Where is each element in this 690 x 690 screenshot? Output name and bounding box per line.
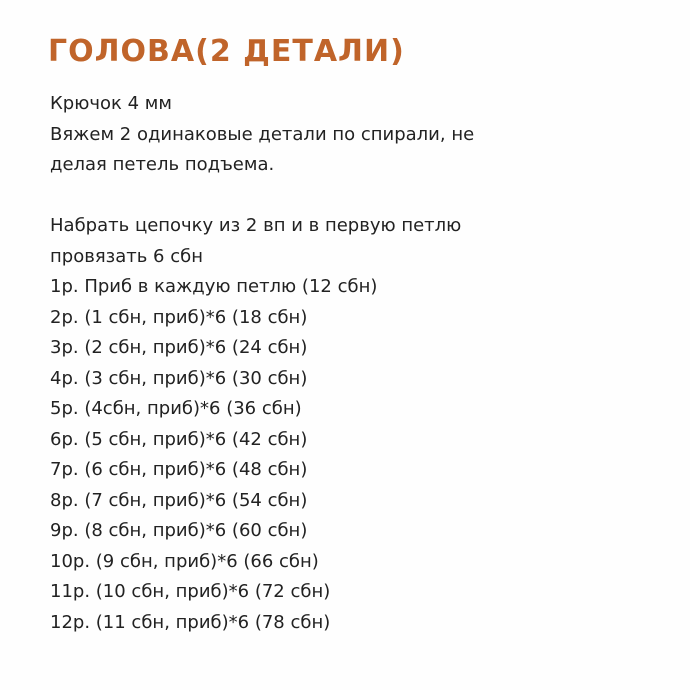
row-line: 6р. (5 сбн, приб)*6 (42 сбн) [50,428,308,450]
row-line: 10р. (9 сбн, приб)*6 (66 сбн) [50,550,319,572]
row-line: 7р. (6 сбн, приб)*6 (48 сбн) [50,459,308,480]
instruction-line: Набрать цепочку из 2 вп и в первую петлю [50,215,462,236]
row-line: 3р. (2 сбн, приб)*6 (24 сбн) [50,337,308,358]
intro-line: Вяжем 2 одинаковые детали по спирали, не [50,123,475,145]
row-line: 11р. (10 сбн, приб)*6 (72 сбн) [50,581,331,602]
page-title: ГОЛОВА(2 ДЕТАЛИ) [48,34,405,69]
row-line: 1р. Приб в каждую петлю (12 сбн) [50,276,378,297]
row-line: 8р. (7 сбн, приб)*6 (54 сбн) [50,489,308,511]
row-line: 12р. (11 сбн, приб)*6 (78 сбн) [50,611,331,633]
instruction-line: провязать 6 сбн [50,245,203,267]
pattern-body [50,89,670,638]
intro-line: делая петель подъема. [50,154,275,175]
row-line: 2р. (1 сбн, приб)*6 (18 сбн) [50,306,308,328]
paragraph-spacer [50,181,670,212]
row-line: 9р. (8 сбн, приб)*6 (60 сбн) [50,520,308,541]
row-line: 4р. (3 сбн, приб)*6 (30 сбн) [50,367,308,389]
row-line: 5р. (4сбн, приб)*6 (36 сбн) [50,398,302,419]
hook-size-line: Крючок 4 мм [50,93,172,114]
